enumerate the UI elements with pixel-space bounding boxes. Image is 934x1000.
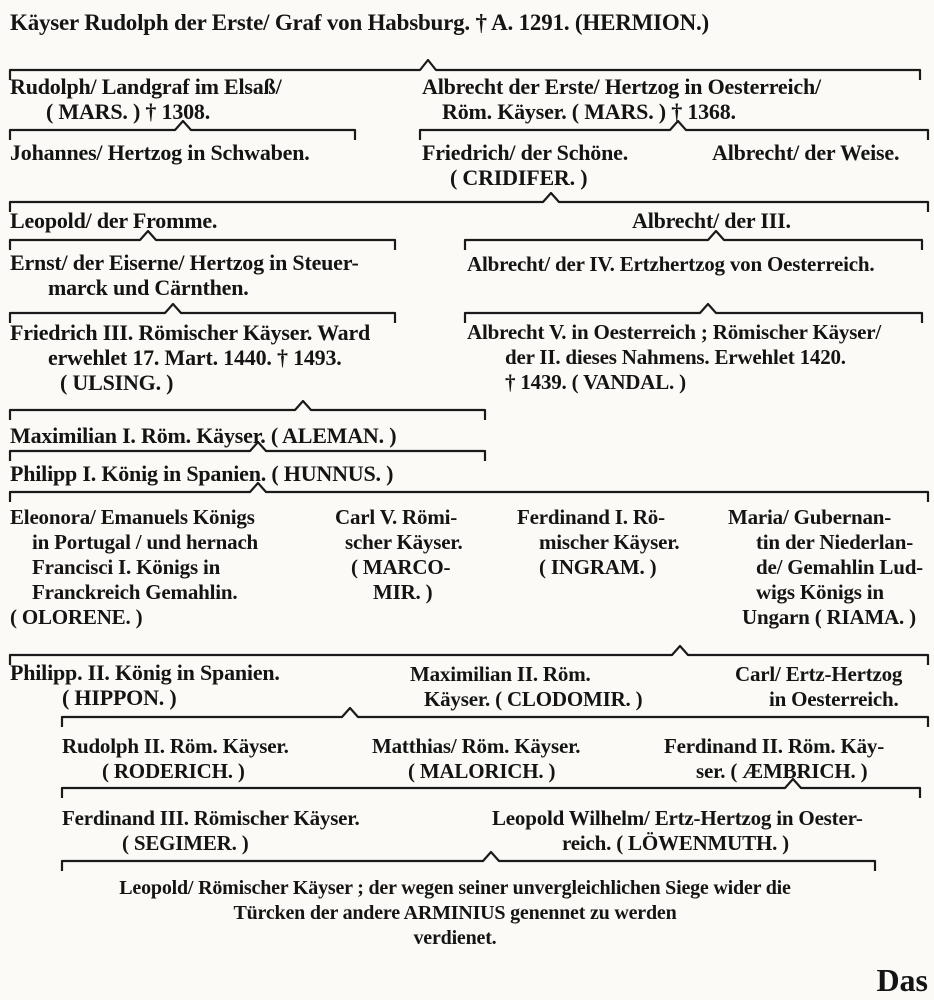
person-ferdinand-1 <box>517 505 679 580</box>
person-matthias <box>372 734 580 784</box>
person-line: Carl V. Römi- <box>335 505 458 529</box>
person-line: ( CRIDIFER. ) <box>450 165 588 190</box>
person-ferdinand-2 <box>664 734 884 784</box>
person-albrecht-1 <box>422 74 821 124</box>
person-line: Francisci I. Königs in <box>32 555 221 579</box>
person-line: Matthias/ Röm. Käyser. <box>372 734 581 758</box>
person-albrecht-3: Albrecht/ der III. <box>632 208 791 233</box>
person-line: Ungarn ( RIAMA. ) <box>742 605 916 629</box>
person-line: erwehlet 17. Mart. 1440. † 1493. <box>48 345 342 370</box>
person-line: Käyser. ( CLODOMIR. ) <box>424 687 643 711</box>
person-leopold-kaiser <box>30 876 880 951</box>
person-line: ( MARCO- <box>351 555 451 579</box>
person-line: ( MALORICH. ) <box>408 759 556 783</box>
person-line: in Portugal / und hernach <box>32 530 259 554</box>
person-line: Maximilian II. Röm. <box>410 662 591 686</box>
person-line: reich. ( LÖWENMUTH. ) <box>562 831 789 855</box>
root-ancestor-title: Käyser Rudolph der Erste/ Graf von Habsburg. † A. 1291. (HERMION.) <box>10 10 709 35</box>
person-line: Rudolph II. Röm. Käyser. <box>62 734 289 758</box>
person-line: Türcken der andere ARMINIUS genennet zu werden <box>233 902 677 924</box>
person-line: Ferdinand III. Römischer Käyser. <box>62 806 360 830</box>
person-friedrich-3 <box>10 320 370 395</box>
person-line: Friedrich III. Römischer Käyser. Ward <box>10 320 371 345</box>
person-line: ( SEGIMER. ) <box>122 831 249 855</box>
person-line: ( HIPPON. ) <box>62 685 177 710</box>
person-line: Ferdinand II. Röm. Käy- <box>664 734 885 758</box>
person-line: ( OLORENE. ) <box>10 605 143 629</box>
person-line: mischer Käyser. <box>539 530 680 554</box>
person-line: de/ Gemahlin Lud- <box>756 555 923 579</box>
person-line: Carl/ Ertz-Hertzog <box>735 662 903 686</box>
person-line: der II. dieses Nahmens. Erwehlet 1420. <box>505 345 846 369</box>
person-line: Maria/ Gubernan- <box>728 505 892 529</box>
person-ferdinand-3 <box>62 806 360 856</box>
person-line: ( ULSING. ) <box>60 370 174 395</box>
person-line: Ernst/ der Eiserne/ Hertzog in Steuer- <box>10 250 359 275</box>
person-line: Friedrich/ der Schöne. <box>422 140 629 165</box>
person-philipp-1: Philipp I. König in Spanien. ( HUNNUS. ) <box>10 461 394 486</box>
person-line: tin der Niederlan- <box>756 530 913 554</box>
person-line: Albrecht V. in Oesterreich ; Römischer Käyser/ <box>467 320 882 344</box>
person-philipp-2 <box>10 660 280 710</box>
person-line: Albrecht der Erste/ Hertzog in Oesterreich/ <box>422 74 821 99</box>
person-rudolph-landgraf <box>10 74 282 124</box>
person-maria <box>728 505 923 630</box>
person-friedrich-der-schoene <box>422 140 628 190</box>
person-line: ( RODERICH. ) <box>102 759 245 783</box>
person-line: ( MARS. ) † 1308. <box>46 99 211 124</box>
catchword: Das <box>876 962 928 998</box>
person-line: verdienet. <box>413 927 497 949</box>
person-albrecht-5 <box>467 320 881 395</box>
bracket-gen4-right <box>465 231 922 250</box>
person-carl-5 <box>335 505 463 605</box>
person-line: in Oesterreich. <box>769 687 899 711</box>
person-ernst-der-eiserne <box>10 250 359 300</box>
person-line: Philipp. II. König in Spanien. <box>10 660 280 685</box>
person-line: Leopold/ Römischer Käyser ; der wegen seiner unvergleichlichen Siege wider die <box>119 877 791 899</box>
person-carl-erzherzog <box>735 662 902 712</box>
person-line: wigs Königs in <box>756 580 884 604</box>
person-albrecht-der-weise: Albrecht/ der Weise. <box>712 140 900 165</box>
person-leopold-wilhelm <box>492 806 863 856</box>
person-line: ser. ( ÆMBRICH. ) <box>696 759 868 783</box>
person-line: Eleonora/ Emanuels Königs <box>10 505 255 529</box>
person-line: † 1439. ( VANDAL. ) <box>505 370 686 394</box>
person-line: marck und Cärnthen. <box>48 275 249 300</box>
bracket-gen4-left <box>10 231 395 250</box>
person-maximilian-1: Maximilian I. Röm. Käyser. ( ALEMAN. ) <box>10 423 397 448</box>
person-leopold-der-fromme: Leopold/ der Fromme. <box>10 208 218 233</box>
person-line: ( INGRAM. ) <box>539 555 657 579</box>
person-line: Franckreich Gemahlin. <box>32 580 238 604</box>
person-eleonora <box>10 505 258 630</box>
person-johannes: Johannes/ Hertzog in Schwaben. <box>10 140 310 165</box>
person-line: Rudolph/ Landgraf im Elsaß/ <box>10 74 282 99</box>
person-rudolph-2 <box>62 734 289 784</box>
person-line: Röm. Käyser. ( MARS. ) † 1368. <box>442 99 736 124</box>
person-line: Ferdinand I. Rö- <box>517 505 665 529</box>
person-line: scher Käyser. <box>345 530 463 554</box>
person-maximilian-2 <box>410 662 642 712</box>
bracket-gen6 <box>10 401 485 420</box>
person-line: MIR. ) <box>373 580 433 604</box>
person-line: Leopold Wilhelm/ Ertz-Hertzog in Oester- <box>492 806 863 830</box>
person-albrecht-4: Albrecht/ der IV. Ertzhertzog von Oesterreich. <box>467 252 875 276</box>
